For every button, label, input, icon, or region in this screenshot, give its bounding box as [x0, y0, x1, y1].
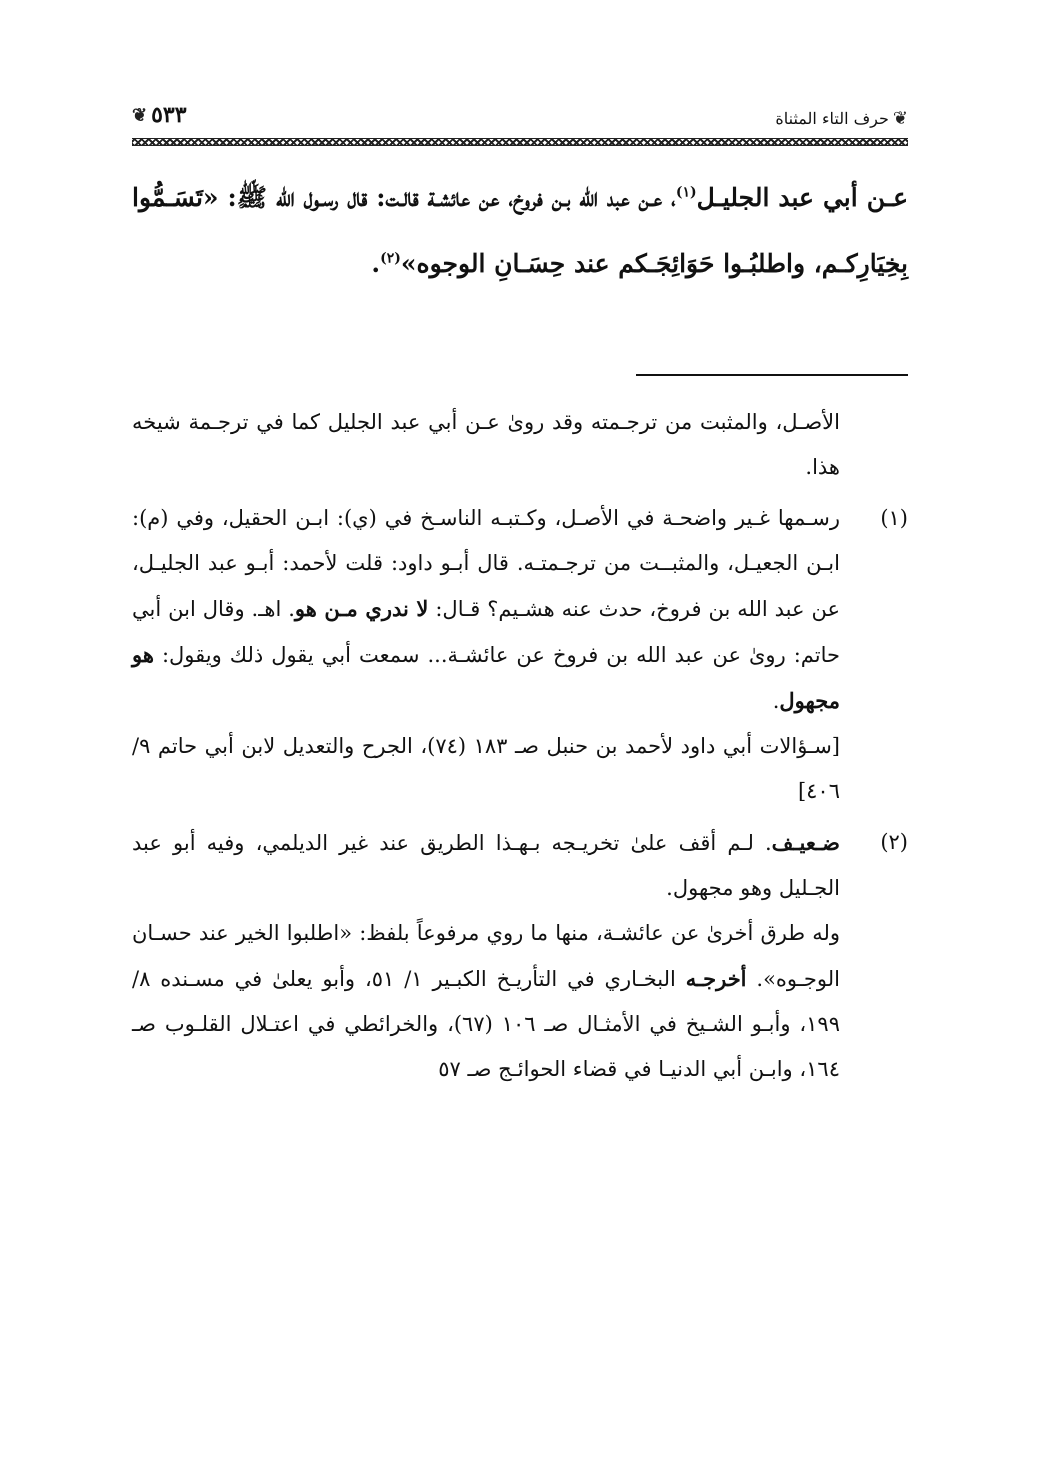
footnotes [132, 400, 908, 1092]
main-text-end: . [371, 249, 381, 278]
footnote-number: (١) [880, 506, 908, 530]
footnote-paragraph [132, 496, 840, 724]
footnote-bold: لا ندري مـن هو [294, 596, 429, 621]
footnote-ref-1[interactable]: (١) [675, 184, 697, 201]
footnote-text: . [772, 689, 780, 713]
main-text-part: عـن أبي عبد الجليـل [696, 183, 908, 212]
footnote-divider [636, 374, 908, 376]
footnote-citation: [سـؤالات أبي داود لأحمد بن حنبل صـ ١٨٣ (٧٤)، الجرح والتعديل لابن أبي حاتم ٩/ ٤٠٦] [132, 734, 840, 803]
footnote-body [132, 820, 840, 1092]
footnote-number: (٢) [880, 830, 908, 854]
footnote-ref-2[interactable]: (٢) [380, 250, 401, 267]
footnote-text: . اهـ. وقال ابن أبي حاتم: روىٰ عن عبد الله بن فروخ عن عائشـة... سمعت أبي يقول ذلك ويقول: [132, 597, 840, 667]
page-number [132, 102, 187, 128]
header-decorative-rule [132, 138, 908, 146]
running-header [132, 100, 908, 150]
ornament-icon: ❦ [892, 108, 908, 129]
footnote-bold: هو مجهول [132, 642, 840, 713]
footnote-paragraph [132, 911, 840, 1092]
main-paragraph [132, 165, 908, 297]
chapter-title-text: حرف التاء المثناة [775, 109, 889, 128]
footnote-bold: ضـعيـف [771, 830, 840, 855]
page-number-text: ٥٣٣ [151, 102, 187, 128]
footnote-2 [132, 820, 908, 1092]
footnote-text: رسـمها غـير واضحـة في الأصـل، وكـتبـه الناسـخ في (ي): ابـن الحقيل، وفي (م): ابـن الجعيـل، والمثبــت من ترجـمتـه. قال أبـو داود: قلت لأحمد: أبـو عبد الجليـل، عن عبد الله بن فروخ، حدث عنه هشـيم؟ قـال: [132, 506, 840, 621]
main-text [132, 165, 908, 297]
chapter-title [775, 108, 908, 129]
footnote-body [132, 496, 840, 814]
footnote-text: . لـم أقف علىٰ تخريـجه بـهـذا الطريق عند غير الديلمي، وفيه أبو عبد الجـليل وهو مجهول. [132, 831, 840, 900]
hadith-text: «تَسَـمُّوا بِخِيَارِكـم، واطلبُـوا حَوَائِجَـكم عند حِسَـانِ الوجوه» [132, 183, 908, 278]
footnote-1 [132, 496, 908, 814]
footnote-text: البخـاري في التأريـخ الكبـير ١/ ٥١، وأبو يعلىٰ في مسـنده ٨/ ١٩٩، وأبـو الشـيخ في الأمثـال صـ ١٠٦ (٦٧)، والخرائطي في اعتـلال القلـوب صـ ١٦٤، وابـن أبي الدنيـا في قضاء الحوائـج صـ ٥٧ [132, 967, 840, 1081]
footnote-paragraph [132, 820, 840, 911]
footnote-text: وله طرق أخرىٰ عن عائشـة، منها ما روي مرفوعاً بلفظ: «اطلبوا الخير عند حسـان الوجـوه». [132, 921, 840, 991]
footnote-continuation: الأصـل، والمثبت من ترجـمته وقد روىٰ عـن أبي عبد الجليل كما في ترجـمة شيخه هذا. [132, 410, 840, 479]
main-text-part: ، عـن عبد الله بـن فروخ، عن عائشـة قالـت: قال رسـول الله ﷺ: [218, 183, 676, 212]
footnote-bold: أخرجـه [685, 966, 747, 991]
ornament-icon: ❦ [132, 104, 148, 126]
